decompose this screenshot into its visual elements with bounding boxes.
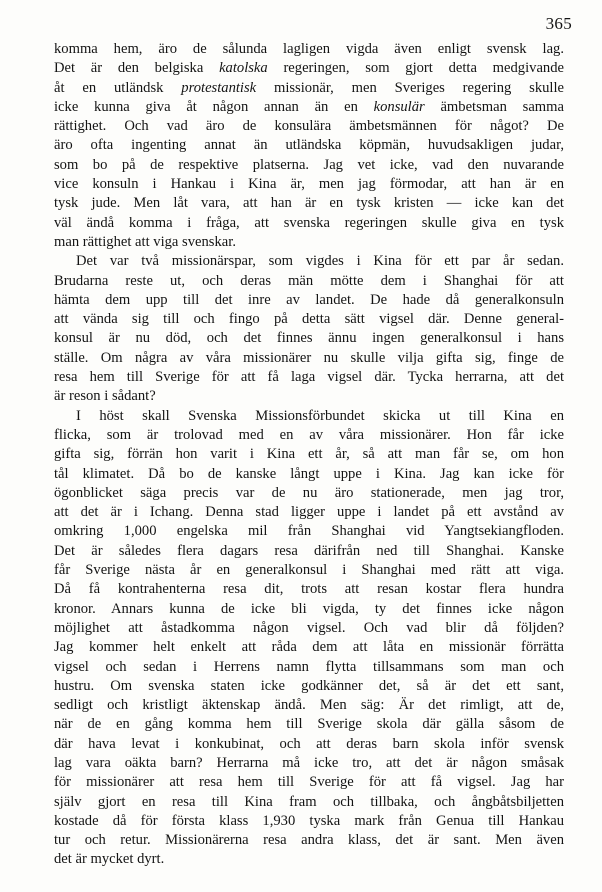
text-line: kostade då för första klass 1,930 tyska mark från Genua till Hankau xyxy=(54,812,564,829)
text-line: vigsel och sedan i Herrens namn flytta tillsammans som man och xyxy=(54,658,564,675)
text-line: I höst skall Svenska Missionsförbundet skicka ut till Kina en xyxy=(76,407,564,424)
text-line: hämta dem upp till det inre av landet. De hade då generalkonsuln xyxy=(54,291,564,308)
page-number: 365 xyxy=(545,14,572,33)
text-line: sedligt och kristligt äktenskap ändå. Men säg: Är det rimligt, att de, xyxy=(54,697,564,714)
text-line: lag vara oäkta barn? Herrarna må icke tro, att det är någon småsak xyxy=(54,754,564,771)
italic-word: konsulär xyxy=(373,98,425,115)
text-line: resa hem till Sverige för att få laga vigsel där. Tycka herrarna, att det xyxy=(54,369,564,386)
text-line: äro ofta ingenting annat än utländska köpmän, huvudsakligen judar, xyxy=(54,137,564,154)
text-line xyxy=(54,98,564,117)
text-line: att det är i Ichang. Denna stad ligger uppe i landet på ett avstånd av xyxy=(54,504,564,521)
text-line: gifta sig, förrän hon varit i Kina ett år, så att man får se, om hon xyxy=(54,446,564,463)
text-line: ögonblicket säga precis var de nu äro stationerade, men jag tror, xyxy=(54,484,564,501)
text-segment: Det är den belgiska xyxy=(54,60,220,77)
text-line: det är mycket dyrt. xyxy=(54,851,165,868)
text-line: flicka, som är trolovad med en av våra missionärer. Hon får icke xyxy=(54,426,564,443)
italic-word: protestantisk xyxy=(181,79,257,96)
text-line: hustru. Om svenska staten icke godkänner det, så är det ett sant, xyxy=(54,677,564,694)
text-line: för missionärer att resa hem till Sverige för att få vigsel. Jag har xyxy=(54,774,564,791)
text-line: möjlighet att åstadkomma någon vigsel. Och vad blir då följden? xyxy=(54,619,564,636)
text-line: kronor. Annars kunna de icke bli vigda, ty det finnes icke någon xyxy=(54,600,564,617)
text-line: tysk jude. Men låt vara, att han är en tysk kristen — icke kan det xyxy=(54,195,564,212)
text-line: där hava levat i konkubinat, och att deras barn skola inför svensk xyxy=(54,735,564,752)
text-line xyxy=(54,59,564,78)
text-line: Jag kommer helt enkelt att råda dem att låta en missionär förrätta xyxy=(54,639,564,656)
text-line: konsul är nu död, och det finnes ännu ingen generalkonsul i hans xyxy=(54,330,564,347)
text-segment: ämbetsman samma xyxy=(424,98,564,115)
text-line: väl ändå komma i fråga, att svenska regeringen skulle giva en tysk xyxy=(54,214,564,231)
italic-word: katolska xyxy=(219,60,268,77)
text-line: Då få kontrahenterna resa dit, trots att resan kostar flera hundra xyxy=(54,581,564,598)
text-line: omkring 1,000 engelska mil från Shanghai vid Yangtsekiangfloden. xyxy=(54,523,564,540)
body-text xyxy=(54,40,564,870)
text-segment: icke kunna giva åt någon annan än en xyxy=(54,98,374,115)
text-line: som bo på de respektive platserna. Jag vet icke, vad den nuvarande xyxy=(54,156,564,173)
text-segment: åt en utländsk xyxy=(54,79,182,96)
text-line xyxy=(54,79,564,98)
text-line: Det är således flera dagars resa därifrån ned till Shanghai. Kanske xyxy=(54,542,564,559)
text-line: Det var två missionärspar, som vigdes i Kina för ett par år sedan. xyxy=(76,253,564,270)
text-line: komma hem, äro de sålunda lagligen vigda även enligt svensk lag. xyxy=(54,41,564,57)
text-segment: regeringen, som gjort detta medgivande xyxy=(267,60,564,77)
text-line: Brudarna reste ut, och deras män mötte dem i Shanghai för att xyxy=(54,272,564,289)
text-line: vice konsuln i Hankau i Kina är, men jag förmodar, att han är en xyxy=(54,176,564,193)
text-line: är reson i sådant? xyxy=(54,388,156,405)
text-line: tur och retur. Missionärerna resa andra klass, det är sant. Men även xyxy=(54,832,564,849)
text-line: man rättighet att viga svenskar. xyxy=(54,233,236,250)
text-line: får Sverige nästa år en generalkonsul i Shanghai med rätt att viga. xyxy=(54,562,564,579)
text-segment: missionär, men Sveriges regering skulle xyxy=(256,79,564,96)
text-line: rättighet. Och vad äro de konsulära ämbetsmännen för något? De xyxy=(54,118,564,135)
text-line: ställe. Om några av våra missionärer nu skulle vilja gifta sig, finge de xyxy=(54,349,564,366)
text-line: själv gjort en resa till Kina fram och tillbaka, och ångbåtsbiljetten xyxy=(54,793,564,810)
text-line: att vända sig till och fingo på detta sätt vigsel där. Denne general- xyxy=(54,311,564,328)
text-line: tål klimatet. Då bo de kanske långt uppe i Kina. Jag kan icke för xyxy=(54,465,564,482)
text-line: när de en gång komma hem till Sverige skola där gälla såsom de xyxy=(54,716,564,733)
